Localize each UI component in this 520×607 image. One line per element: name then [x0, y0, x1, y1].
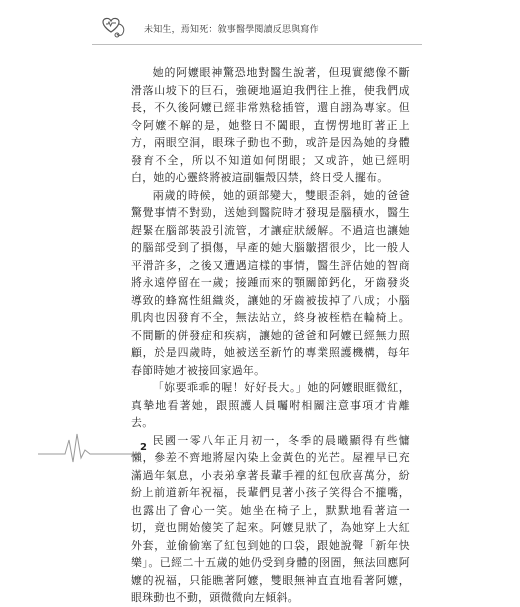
ecg-line-icon	[38, 430, 138, 464]
running-header-title: 未知生，焉知死：敘事醫學閱讀反思與寫作	[144, 25, 319, 35]
paragraph: 「妳要乖乖的喔！好好長大。」她的阿嬤眼眶微紅，真摯地看著她，跟照護人員囑咐相關注意事項才肯離去。	[131, 381, 410, 429]
page-number: 2	[140, 442, 147, 453]
header-divider	[92, 44, 422, 45]
paragraph: 她的阿嬤眼神驚恐地對醫生說著，但現實總像不斷滑落山坡下的巨石，強硬地逼迫我們往上推，使我們成長，不久後阿嬤已經非常熟稔插管，還自詡為專家。但令阿嬤不解的是，她整日不闔眼，直愣愣地盯著正上方，兩眼空洞，眼珠子動也不動，或許是因為她的身體發育不全，所以不知道如何閉眼；又或許，她已經明白，她的心靈終將被這副軀殼囚禁，終日受人擺布。	[131, 66, 410, 184]
paragraph: 兩歲的時候，她的頭部變大，雙眼歪斜，她的爸爸驚覺事情不對勁，送她到醫院時才發現是腦積水，醫生趕緊在腦部裝設引流管，才讓症狀緩解。不過這也讓她的腦部受到了損傷，早產的她大腦皺摺很少，比一般人平滑許多，之後又遭遇這樣的事情，醫生評估她的智商將永遠停留在一歲；接踵而來的顎關節鈣化，牙齒發炎導致的蜂窩性組織炎，讓她的牙齒被拔掉了八成；小腦肌肉也因發育不全，無法站立，終身被桎梏在輪椅上。不間斷的併發症和疾病，讓她的爸爸和阿嬤已經無力照顧，於是四歲時，她被送至新竹的專業照護機構，每年春節時她才被接回家過年。	[131, 188, 410, 377]
paragraph: 民國一零八年正月初一，冬季的晨曦顯得有些慵懶，參差不齊地將屋內染上金黃色的光芒。屋裡早已充滿過年氣息，小表弟拿著長輩手裡的紅包欣喜萬分，紛紛上前道新年祝福，長輩們見著小孩子笑得合不攏嘴，也露出了會心一笑。她坐在椅子上，默默地看著這一切，竟也開始傻笑了起來。阿嬤見狀了，為她穿上大紅外套，並偷偷塞了紅包到她的口袋，跟她說聲「新年快樂」。已經二十五歲的她仍受到身體的囹圄，無法回應阿嬤的祝福，只能瞧著阿嬤，雙眼無神直直地看著阿嬤，眼珠動也不動，頭微微向左傾斜。	[131, 433, 410, 604]
body-text	[131, 64, 410, 607]
heart-stethoscope-icon	[99, 16, 129, 42]
